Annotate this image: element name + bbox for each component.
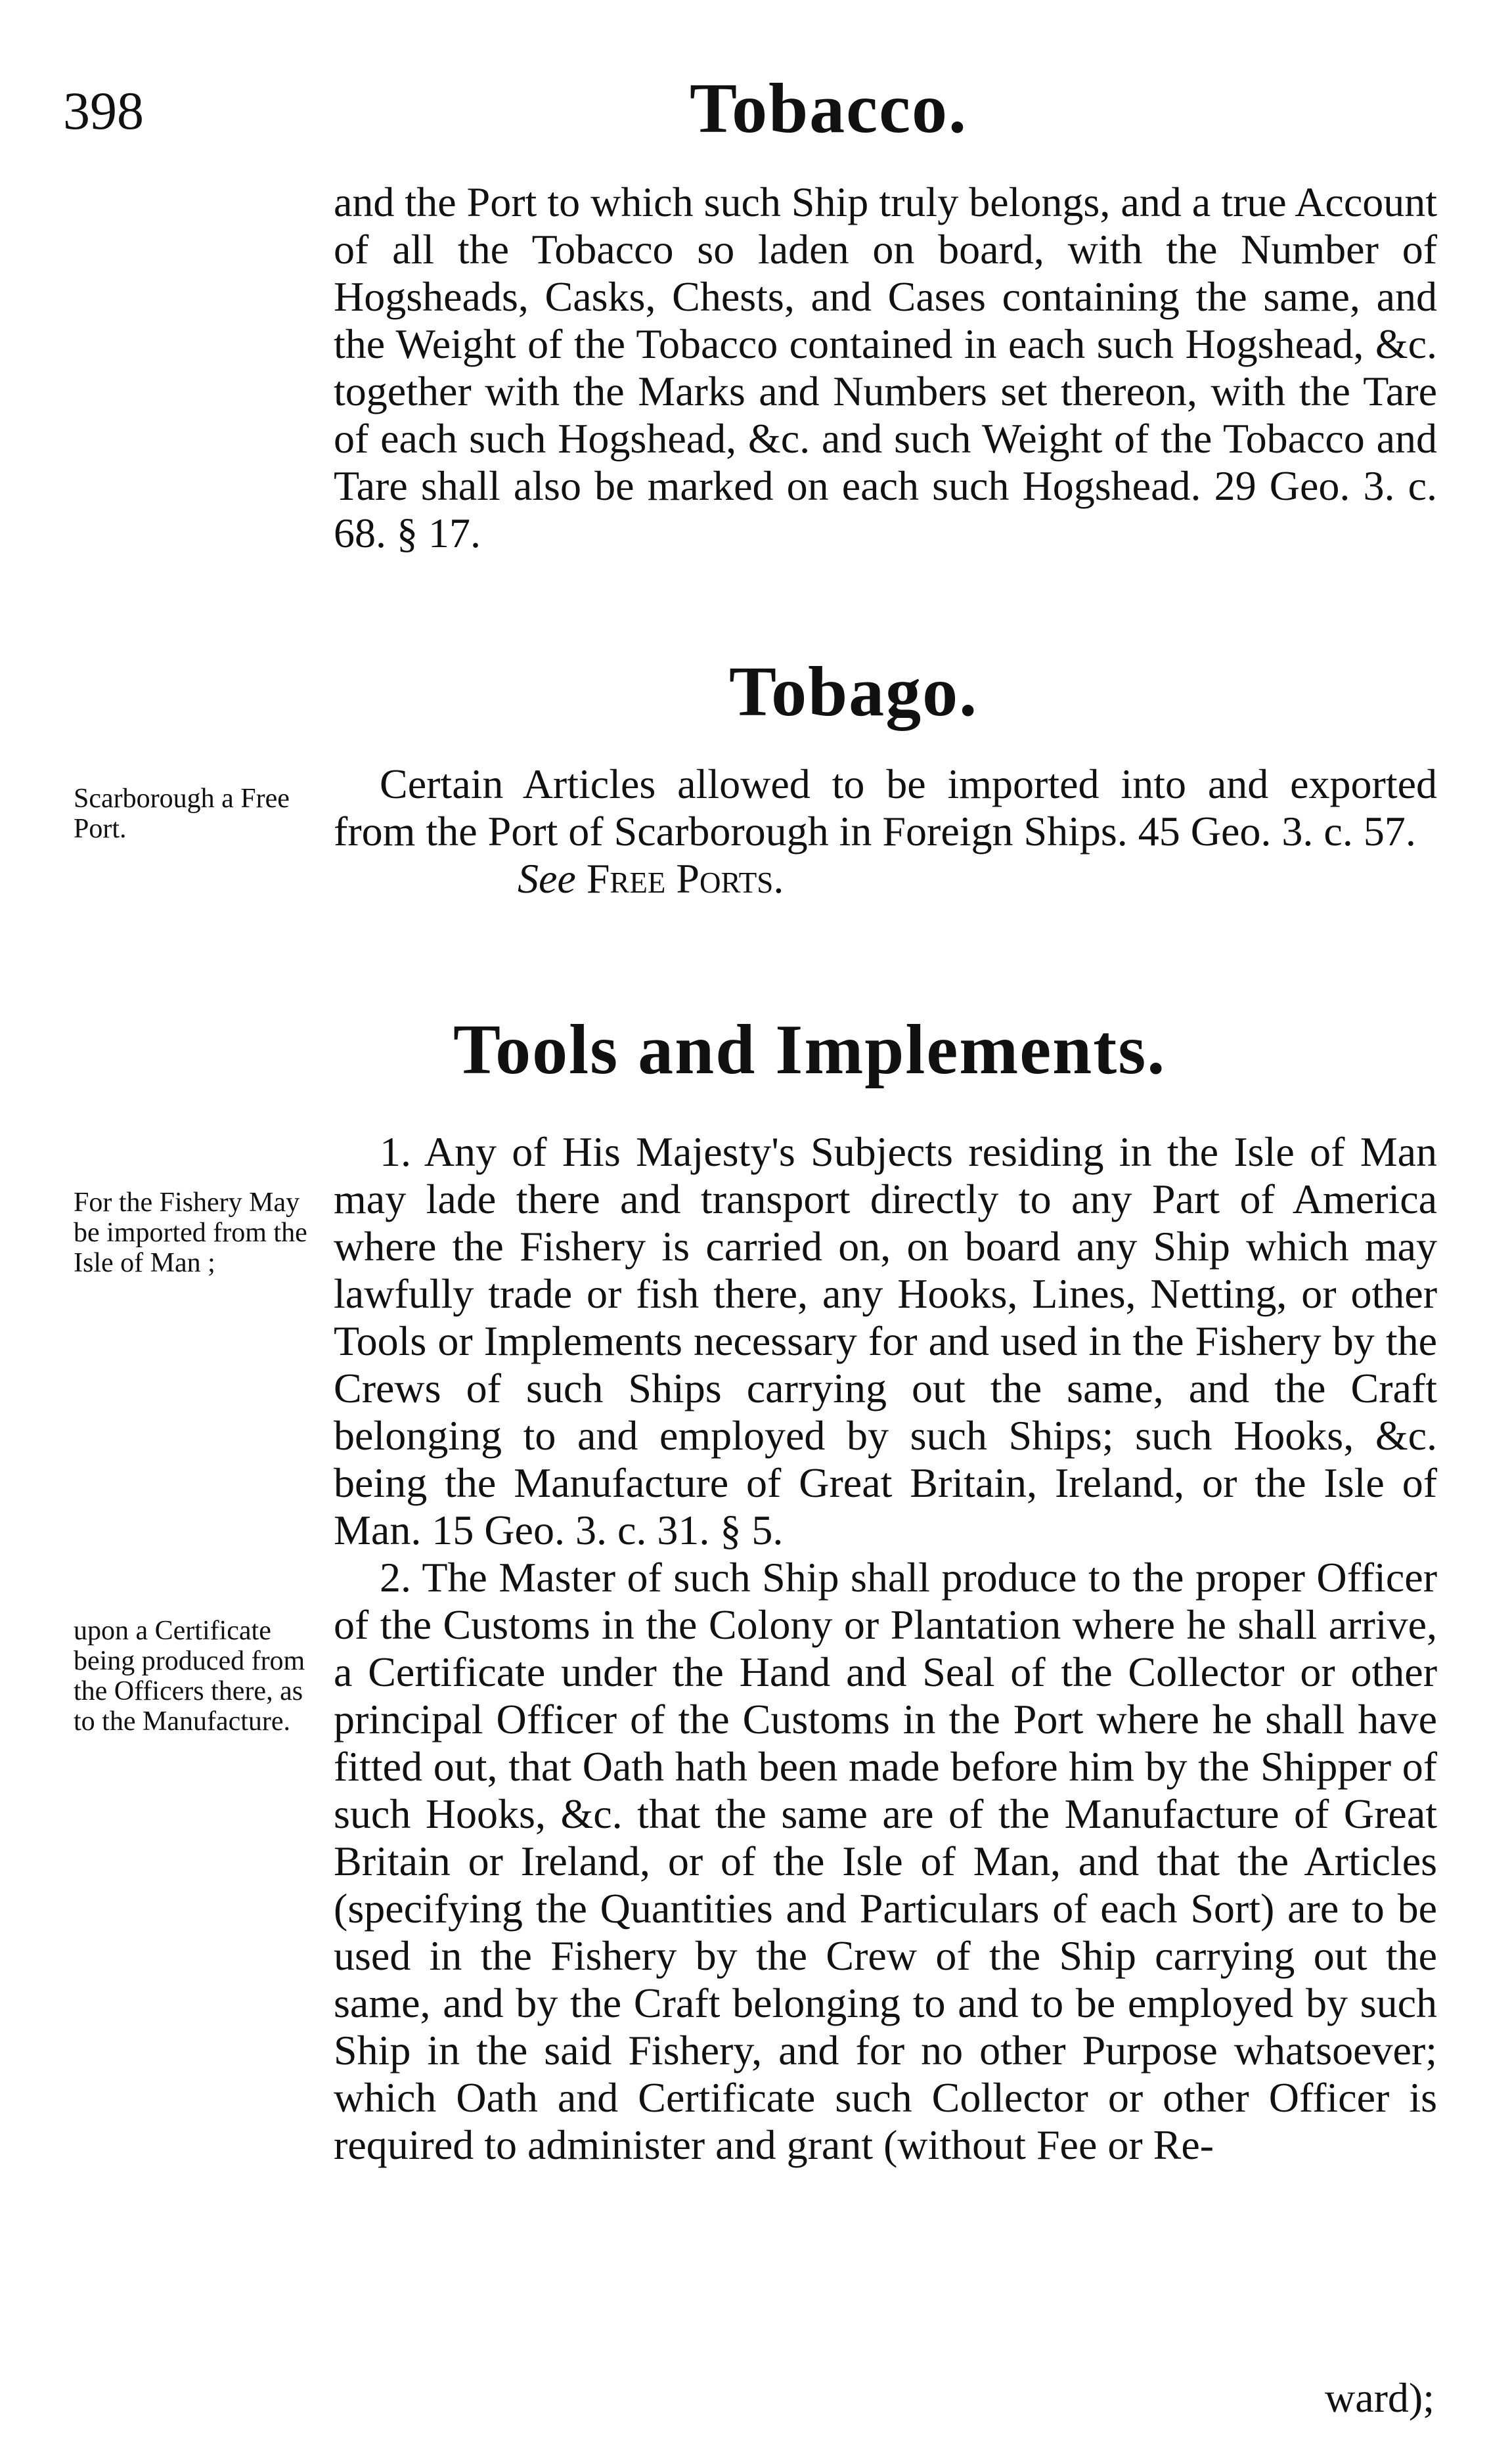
tools-heading: Tools and Implements. [453, 1011, 1167, 1089]
tobago-paragraph: Certain Articles allowed to be imported into and exported from the Port of Scarborough in Foreign Ships. 45 Geo. 3. c. 57. [334, 761, 1437, 854]
tobago-section [334, 761, 1437, 902]
page-number: 398 [63, 81, 144, 141]
tools-margin-note-2: upon a Certificate being produced from the Officers there, as to the Manufacture. [74, 1616, 305, 1737]
see-reference [334, 855, 1437, 902]
see-target: Free Ports. [586, 855, 784, 902]
tools-section [334, 1128, 1437, 2169]
tools-margin-note-1: For the Fishery May be imported from the Isle of Man ; [74, 1187, 307, 1278]
tobacco-section [334, 179, 1437, 557]
see-word: See [518, 855, 576, 902]
tobago-heading: Tobago. [729, 653, 979, 731]
tobacco-paragraph: and the Port to which such Ship truly belongs, and a true Account of all the Tobacco so laden on board, with the Number of Hogsheads, Casks, Chests, and Cases containing the same, and the Weight of the Tobacco contained in each such Hogshead, &c. together with the Marks and Numbers set thereon, with the Tare of each such Hogshead, &c. and such Weight of the Tobacco and Tare shall also be marked on each such Hogshead. 29 Geo. 3. c. 68. § 17. [334, 179, 1437, 556]
tools-paragraph-1: 1. Any of His Majesty's Subjects residing in the Isle of Man may lade there and transport directly to any Part of America where the Fishery is carried on, on board any Ship which may lawfully trade or fish there, any Hooks, Lines, Netting, or other Tools or Implements necessary for and used in the Fishery by the Crews of such Ships carrying out the same, and the Craft belonging to and employed by such Ships; such Hooks, &c. being the Manufacture of Great Britain, Ireland, or the Isle of Man. 15 Geo. 3. c. 31. § 5. [334, 1128, 1437, 1553]
tools-paragraph-2: 2. The Master of such Ship shall produce to the proper Officer of the Customs in the Colony or Plantation where he shall arrive, a Certificate under the Hand and Seal of the Collector or other principal Officer of the Customs in the Port where he shall have fitted out, that Oath hath been made before him by the Shipper of such Hooks, &c. that the same are of the Manufacture of Great Britain or Ireland, or of the Isle of Man, and that the Articles (specifying the Quantities and Particulars of each Sort) are to be used in the Fishery by the Crew of the Ship carrying out the same, and by the Craft belonging to and to be employed by such Ship in the said Fishery, and for no other Purpose whatsoever; which Oath and Certificate such Collector or other Officer is required to administer and grant (without Fee or Re- [334, 1554, 1437, 2168]
running-title: Tobacco. [690, 70, 968, 148]
catchword: ward); [1324, 2374, 1434, 2421]
tobago-margin-note: Scarborough a Free Port. [74, 784, 290, 844]
